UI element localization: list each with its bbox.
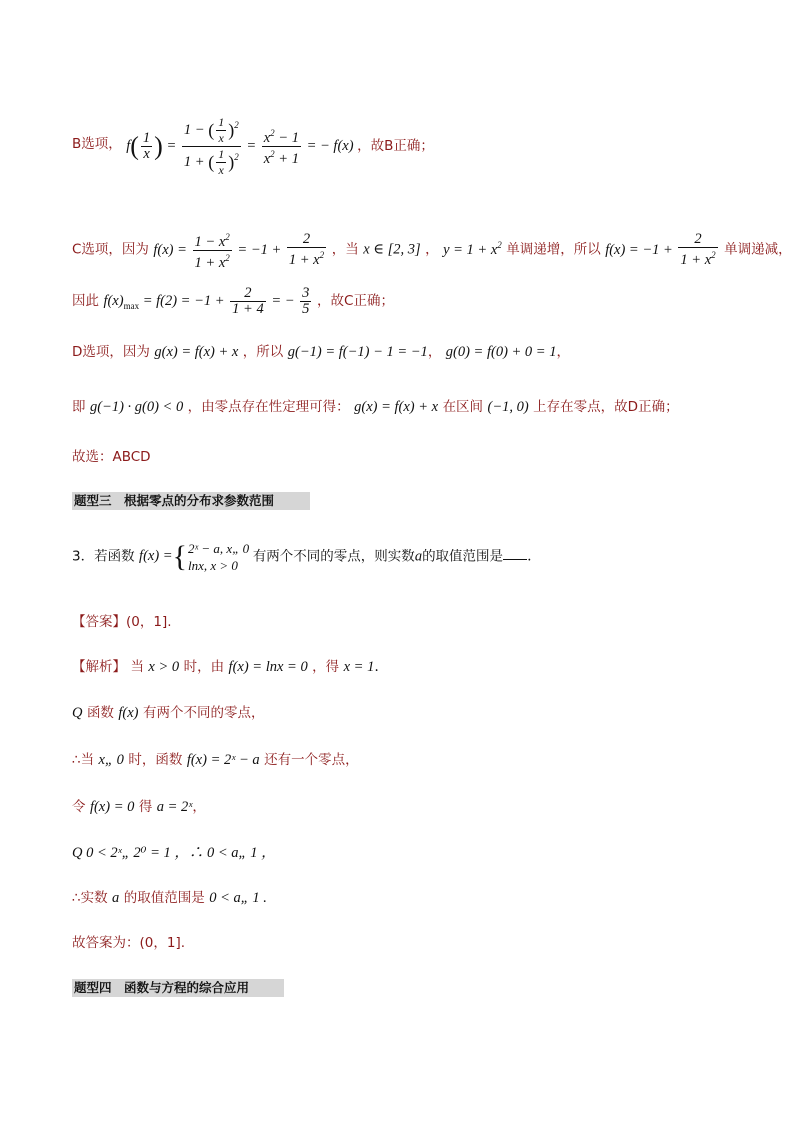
option-d-g1: g(−1) = f(−1) − 1 = −1 xyxy=(287,344,428,360)
option-c-formula: f(x) = $\frac{1 - x^2}{1 + x^2}$ = −1 + $\frac{2}{1 + x^2}$ xyxy=(153,231,325,271)
analysis-line: 【解析】 当 x > 0 时，由 f(x) = lnx = 0 ，得 x = 1. xyxy=(72,659,379,675)
step-4: Q 0 < 2ˣ„ 2⁰ = 1 ，∴ 0 < a„ 1 ， xyxy=(72,845,276,861)
step-3: 令 f(x) = 0 得 a = 2ˣ， xyxy=(72,799,206,815)
section-header-type4: 题型四 函数与方程的综合应用 xyxy=(72,979,284,997)
option-b-prefix: B选项， xyxy=(72,135,122,152)
option-d-line: D选项，因为 g(x) = f(x) + x ，所以 g(−1) = f(−1) − 1 = −1， g(0) = f(0) + 0 = 1， xyxy=(72,344,570,360)
option-c-prefix: C选项，因为 xyxy=(72,241,149,258)
step-2: ∴当 x„ 0 时，函数 f(x) = 2ˣ − a 还有一个零点， xyxy=(72,752,359,768)
option-c-line: C选项，因为 f(x) = $\frac{1 - x^2}{1 + x^2}$ = −1 + $\frac{2}{1 + x^2}$ ，当 x ∈ [2, 3] ， $y = 1 + x^2$ 单调递增，所以 f(x) = −1 + $\frac{2}{1 + x^2}$ 单调递减， xyxy=(72,231,792,271)
option-b-formula: f( $\frac{1}{x}$ ) = 1 − ( $\frac{1}{x}$ )$^2$ 1 + ( $\frac{1}{x}$ )$^2$ = $\frac{x^2 - 1}{x^2 + 1}$ = − f(x) xyxy=(126,115,354,177)
option-d-gx2: g(x) = f(x) + x xyxy=(354,399,439,415)
option-c-fx: f(x) = −1 + $\frac{2}{1 + x^2}$ xyxy=(605,231,716,269)
option-d-ineq: g(−1) · g(0) < 0 xyxy=(89,399,184,415)
step-1: Q 函数 f(x) 有两个不同的零点， xyxy=(72,705,265,721)
option-b-suffix: ，故B正确； xyxy=(357,137,434,154)
option-b-line xyxy=(72,115,434,195)
option-b-neg-fx: = − f(x) xyxy=(306,137,354,154)
option-c-y: $y = 1 + x^2$ xyxy=(443,239,502,258)
answer-line: 【答案】(0，1]. xyxy=(72,614,172,630)
option-d-line-2: 即 g(−1) · g(0) < 0 ，由零点存在性定理可得： g(x) = f(x) + x 在区间 (−1, 0) 上存在零点，故D正确； xyxy=(72,399,679,415)
step-5: ∴实数 a 的取值范围是 0 < a„ 1 . xyxy=(72,890,267,906)
answer-blank xyxy=(503,545,527,560)
section-header-type3: 题型三 根据零点的分布求参数范围 xyxy=(72,492,310,510)
question-3-function: f(x) ={ 2ˣ − a, x„ 0 lnx, x > 0 xyxy=(139,540,250,573)
option-d-gx: g(x) = f(x) + x xyxy=(154,344,239,360)
final-answer: 故答案为：(0，1]. xyxy=(72,935,186,951)
option-c-interval: x ∈ [2, 3] xyxy=(363,241,421,258)
option-c-max: $f(x)_{max} = f(2) = -1$ + $\frac{2}{1 + 4}$ = − $\frac{3}{5}$ xyxy=(103,285,310,317)
option-d-g0: g(0) = f(0) + 0 = 1 xyxy=(445,344,557,360)
option-c-line-2: 因此 $f(x)_{max} = f(2) = -1$ + $\frac{2}{1 + 4}$ = − $\frac{3}{5}$ ，故C正确； xyxy=(72,285,394,317)
answer-select: 故选：ABCD xyxy=(72,449,151,465)
option-d-interval: (−1, 0) xyxy=(487,399,529,415)
question-3: 3．若函数 f(x) ={ 2ˣ − a, x„ 0 lnx, x > 0 有两个不同的零点，则实数a的取值范围是 . xyxy=(72,540,532,573)
